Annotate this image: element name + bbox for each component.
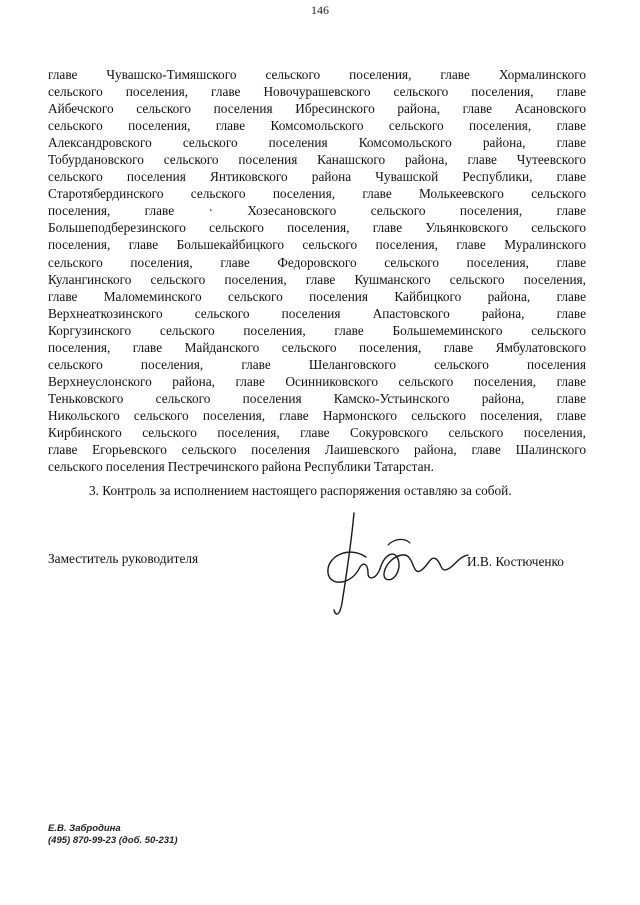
body-line: Верхнеаткозинского сельского поселения Апастовского района, главе: [48, 305, 586, 321]
body-line: Верхнеуслонского района, главе Осинниковского сельского поселения, главе: [48, 373, 586, 389]
executor-block: [48, 823, 178, 847]
signatory-role: Заместитель руководителя: [48, 551, 199, 566]
body-line: сельского поселения, главе Комсомольского сельского поселения, главе: [48, 118, 586, 134]
signature: [318, 505, 478, 620]
body-line: Никольского сельского поселения, главе Нармонского сельского поселения, главе: [48, 407, 586, 423]
body-line: Кулангинского сельского поселения, главе Кушманского сельского поселения,: [48, 271, 586, 287]
body-line: Старотябердинского сельского поселения, главе Молькеевского сельского: [48, 186, 586, 202]
body-line: Коргузинского сельского поселения, главе Большемеминского сельского: [48, 322, 586, 338]
executor-name: Е.В. Забродина: [48, 823, 121, 834]
body-line: сельского поселения, главе Федоровского сельского поселения, главе: [48, 254, 586, 270]
page-number: 146: [311, 3, 329, 17]
body-line: сельского поселения Пестречинского района Республики Татарстан.: [48, 459, 434, 475]
body-line: главе Маломеминского сельского поселения Кайбицкого района, главе: [48, 288, 586, 304]
body-line: сельского поселения Янтиковского района Чувашской Республики, главе: [48, 169, 586, 185]
signatory-name: И.В. Костюченко: [467, 554, 564, 569]
body-line: поселения, главе Большекайбицкого сельского поселения, главе Муралинского: [48, 237, 586, 253]
body-line: сельского поселения, главе Новочурашевского сельского поселения, главе: [48, 84, 586, 100]
body-line: поселения, главе Майданского сельского поселения, главе Ямбулатовского: [48, 339, 586, 355]
body-line: главе Егорьевского сельского поселения Лаишевского района, главе Шалинского: [48, 442, 586, 458]
body-line: Большеподберезинского сельского поселения, главе Ульянковского сельского: [48, 220, 586, 236]
paragraph-3: 3. Контроль за исполнением настоящего распоряжения оставляю за собой.: [89, 483, 512, 498]
body-line: Тобурдановского сельского поселения Канашского района, главе Чутеевского: [48, 152, 586, 168]
body-line: Айбечского сельского поселения Ибресинского района, главе Асановского: [48, 101, 586, 117]
executor-phone: (495) 870-99-23 (доб. 50-231): [48, 835, 178, 846]
body-line: поселения, главе · Хозесановского сельского поселения, главе: [48, 203, 586, 219]
body-line: главе Чувашско-Тимяшского сельского поселения, главе Хормалинского: [48, 67, 586, 82]
body-paragraph: [48, 66, 586, 475]
body-line: Александровского сельского поселения Комсомольского района, главе: [48, 135, 586, 151]
body-line: сельского поселения, главе Шеланговского сельского поселения: [48, 356, 586, 372]
body-line: Теньковского сельского поселения Камско-Устьинского района, главе: [48, 390, 586, 406]
body-line: Кирбинского сельского поселения, главе Сокуровского сельского поселения,: [48, 424, 586, 440]
